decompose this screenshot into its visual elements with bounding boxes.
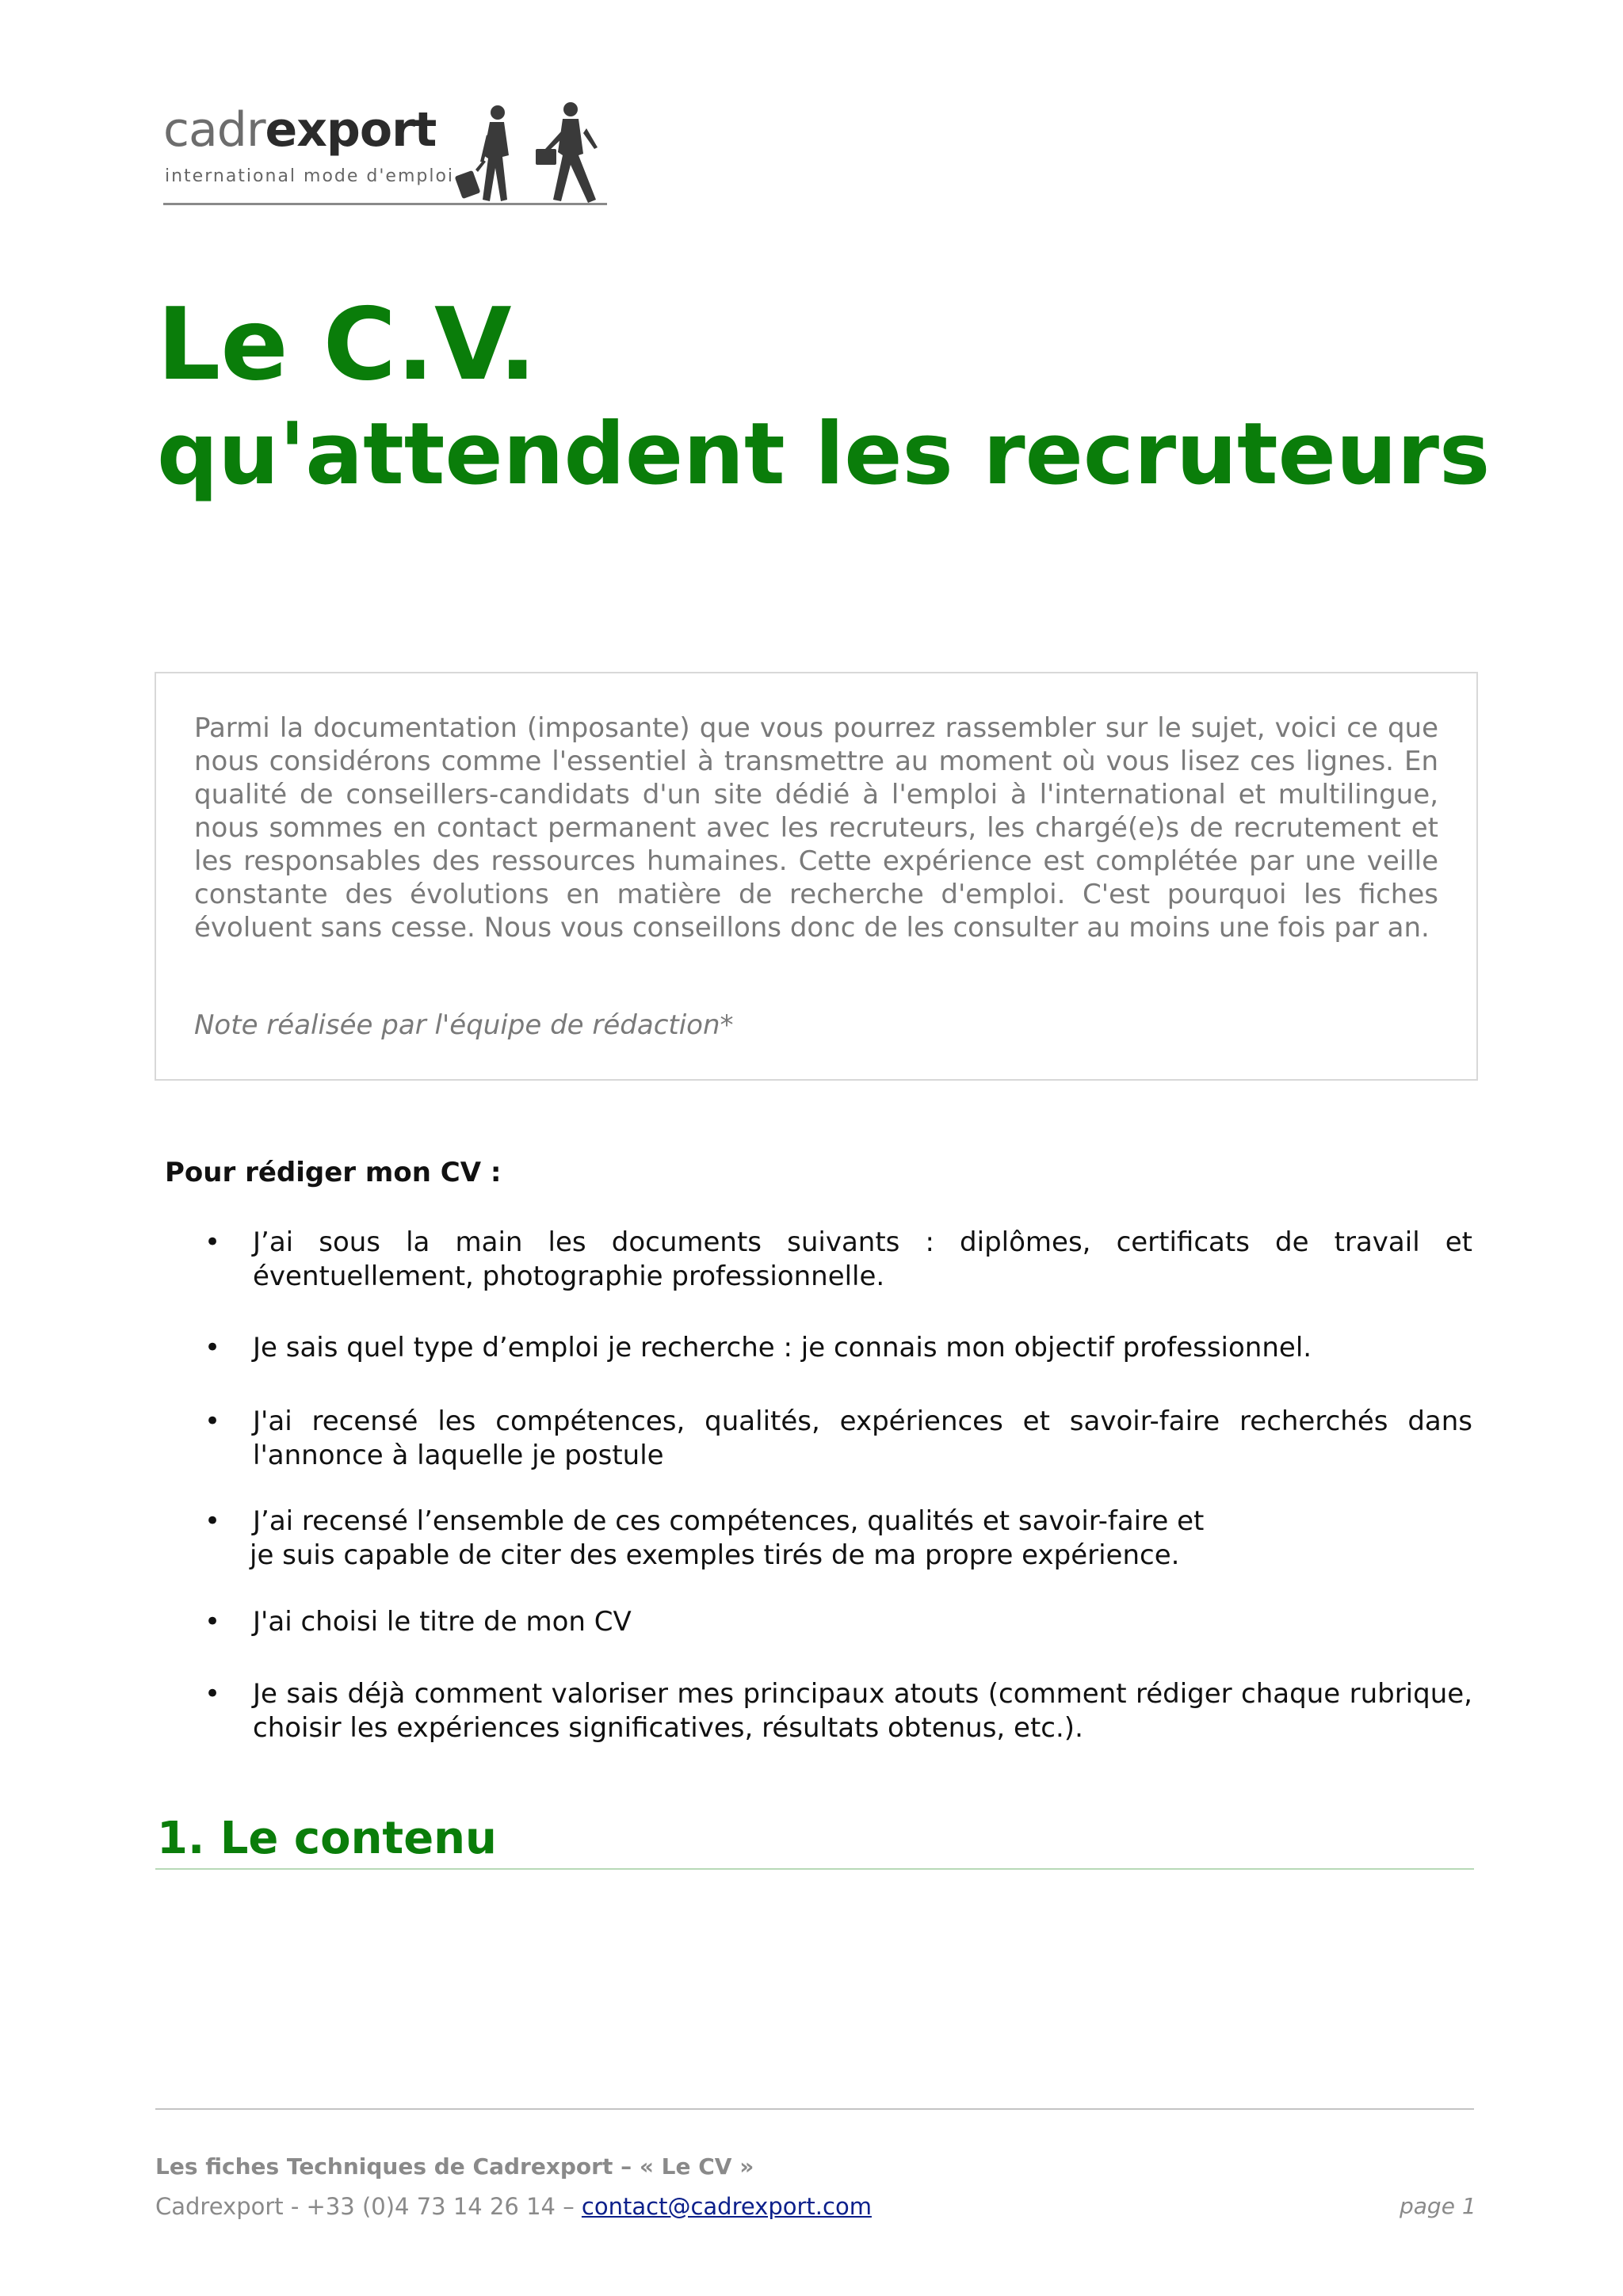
bullet-icon: •: [204, 1606, 221, 1638]
page-title: Le C.V.: [157, 286, 537, 402]
bullet-icon: •: [204, 1678, 221, 1710]
bullet-icon: •: [204, 1226, 221, 1258]
footer-phone: Cadrexport - +33 (0)4 73 14 26 14 –: [155, 2193, 582, 2220]
list-item-text: J'ai recensé les compétences, qualités, expériences et savoir-faire recherchés dans l'annonce à laquelle je postule: [253, 1405, 1472, 1471]
intro-box: [155, 672, 1478, 1081]
logo-tagline: international mode d'emploi: [165, 166, 455, 186]
list-item-text-continuation: je suis capable de citer des exemples tirés de ma propre expérience.: [250, 1539, 1180, 1571]
section-divider: [155, 1868, 1474, 1870]
page-number: page 1: [1400, 2193, 1476, 2219]
list-item-text: J'ai choisi le titre de mon CV: [253, 1606, 632, 1638]
footer-email-link[interactable]: contact@cadrexport.com: [581, 2193, 872, 2220]
intro-paragraph: Parmi la documentation (imposante) que vous pourrez rassembler sur le sujet, voici ce que nous considérons comme l'essentiel à transmettre au moment où vous lisez ces lignes. En qualité de conseillers-candidats d'un site dédié à l'emploi à l'international et multilingue, nous sommes en contact permanent avec les recruteurs, les chargé(e)s de recrutement et les responsables des ressources humaines. Cette expérience est complétée par une veille constante des évolutions en matière de recherche d'emploi. C'est pourquoi les fiches évoluent sans cesse. Nous vous conseillons donc de les consulter au moins une fois par an.: [194, 712, 1438, 944]
logo-name-regular: cadr: [163, 102, 265, 158]
logo-name-bold: export: [265, 102, 437, 158]
logo: [163, 93, 607, 212]
page-subtitle: qu'attendent les recruteurs: [157, 405, 1491, 504]
bullet-icon: •: [204, 1332, 221, 1363]
bullet-icon: •: [204, 1505, 221, 1537]
list-item-text: Je sais quel type d’emploi je recherche : je connais mon objectif professionnel.: [253, 1332, 1312, 1363]
logo-wordmark: [163, 102, 437, 158]
footer-title: Les fiches Techniques de Cadrexport – « Le CV »: [155, 2153, 754, 2180]
travelers-icon: [452, 100, 610, 207]
section-title: 1. Le contenu: [157, 1813, 497, 1864]
checklist-heading: Pour rédiger mon CV :: [165, 1157, 502, 1188]
list-item-text: J’ai sous la main les documents suivants : diplômes, certificats de travail et éventuellement, photographie professionnelle.: [253, 1226, 1472, 1292]
intro-note: Note réalisée par l'équipe de rédaction*: [194, 1009, 734, 1041]
list-item-text: J’ai recensé l’ensemble de ces compétences, qualités et savoir-faire et: [253, 1505, 1205, 1537]
footer-divider: [155, 2108, 1474, 2110]
footer-contact: [155, 2193, 872, 2220]
list-item-text: Je sais déjà comment valoriser mes principaux atouts (comment rédiger chaque rubrique, choisir les expériences significatives, résultats obtenus, etc.).: [253, 1678, 1472, 1744]
bullet-icon: •: [204, 1405, 221, 1437]
